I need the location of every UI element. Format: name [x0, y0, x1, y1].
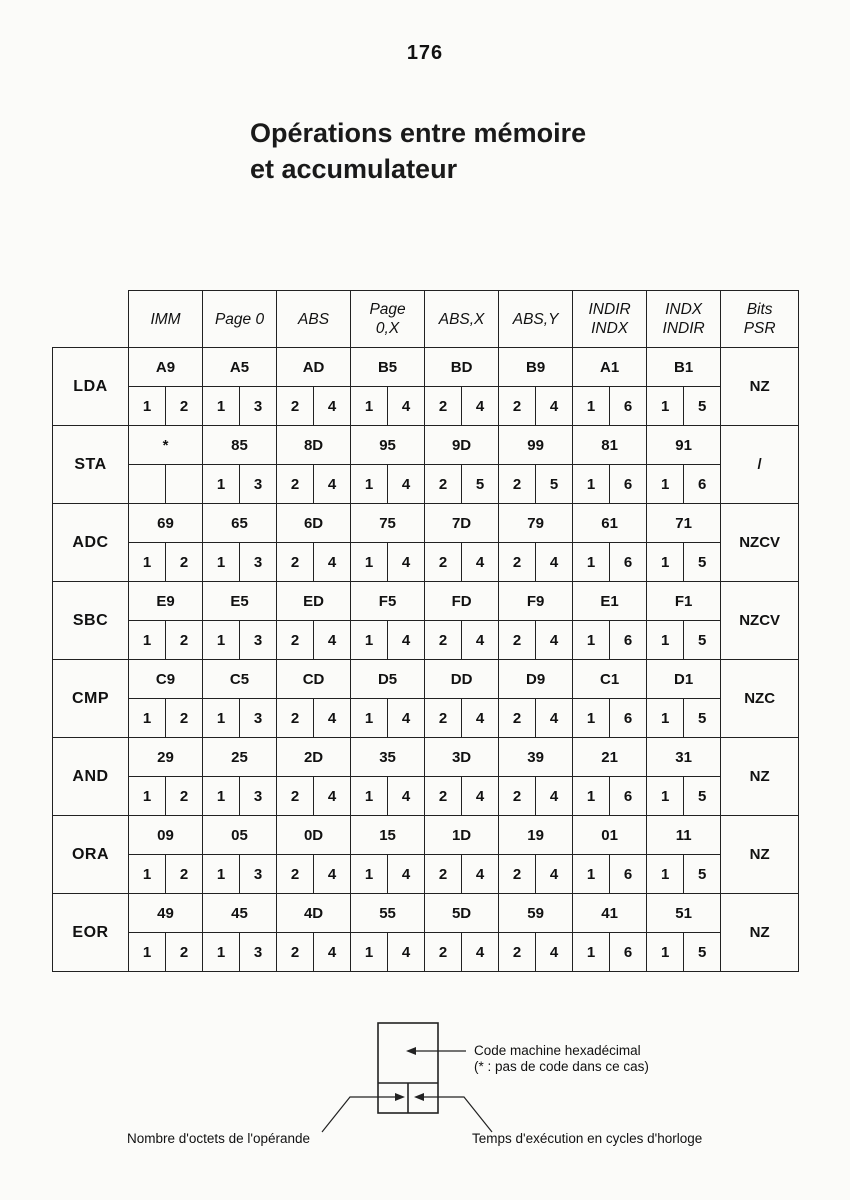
opcode-hex: 2D: [277, 738, 351, 777]
operand-bytes: 2: [425, 387, 462, 426]
operand-bytes: 1: [647, 543, 684, 582]
clock-cycles: 4: [536, 777, 573, 816]
operand-bytes: 1: [129, 777, 166, 816]
clock-cycles: 5: [684, 699, 721, 738]
opcode-hex: 79: [499, 504, 573, 543]
opcode-hex: 8D: [277, 426, 351, 465]
instruction-mnemonic: LDA: [53, 348, 129, 426]
operand-bytes: 2: [425, 465, 462, 504]
clock-cycles: 6: [610, 465, 647, 504]
operand-bytes: 1: [573, 777, 610, 816]
clock-cycles: 2: [166, 621, 203, 660]
operand-bytes: 2: [499, 543, 536, 582]
psr-bits: NZ: [721, 738, 799, 816]
clock-cycles: 4: [462, 855, 499, 894]
operand-bytes: 2: [277, 777, 314, 816]
operand-bytes: 2: [425, 699, 462, 738]
opcode-hex: DD: [425, 660, 499, 699]
opcode-hex: *: [129, 426, 203, 465]
operand-bytes: 1: [129, 699, 166, 738]
clock-cycles: 6: [610, 855, 647, 894]
opcode-hex: 81: [573, 426, 647, 465]
operand-bytes: 2: [277, 855, 314, 894]
operand-bytes: 2: [499, 777, 536, 816]
clock-cycles: 4: [314, 699, 351, 738]
operand-bytes: 2: [499, 699, 536, 738]
table-row: [53, 933, 799, 972]
opcode-hex: 11: [647, 816, 721, 855]
clock-cycles: 5: [684, 387, 721, 426]
opcode-hex: D9: [499, 660, 573, 699]
operand-bytes: 2: [499, 465, 536, 504]
clock-cycles: 6: [610, 777, 647, 816]
instruction-mnemonic: AND: [53, 738, 129, 816]
code-arrow-head: [406, 1047, 416, 1055]
table-row: [53, 348, 799, 387]
cycles-arrow-line: [420, 1097, 492, 1132]
clock-cycles: 4: [388, 933, 425, 972]
operand-bytes: 2: [277, 543, 314, 582]
column-header: Bits PSR: [721, 291, 799, 348]
opcode-hex: 65: [203, 504, 277, 543]
operand-bytes: 1: [573, 543, 610, 582]
operand-bytes: 2: [499, 621, 536, 660]
psr-bits: NZCV: [721, 504, 799, 582]
opcode-hex: 0D: [277, 816, 351, 855]
opcode-hex: 29: [129, 738, 203, 777]
opcode-hex: 3D: [425, 738, 499, 777]
bytes-arrow-head: [395, 1093, 405, 1101]
opcode-hex: BD: [425, 348, 499, 387]
operand-bytes: 1: [647, 621, 684, 660]
operand-bytes: 2: [277, 699, 314, 738]
operand-bytes: [129, 465, 166, 504]
operand-bytes: 1: [129, 621, 166, 660]
psr-bits: NZ: [721, 816, 799, 894]
clock-cycles: 4: [388, 855, 425, 894]
operand-bytes: 1: [647, 777, 684, 816]
opcode-hex: F1: [647, 582, 721, 621]
cycles-arrow-head: [414, 1093, 424, 1101]
clock-cycles: 5: [462, 465, 499, 504]
operand-bytes: 1: [129, 387, 166, 426]
clock-cycles: 3: [240, 543, 277, 582]
table-row: [53, 855, 799, 894]
operand-bytes: 1: [351, 387, 388, 426]
clock-cycles: 4: [388, 699, 425, 738]
opcode-hex: F5: [351, 582, 425, 621]
operand-bytes: 1: [203, 933, 240, 972]
legend: [0, 1010, 850, 1200]
instruction-mnemonic: CMP: [53, 660, 129, 738]
operand-bytes: 1: [647, 933, 684, 972]
opcode-hex: C1: [573, 660, 647, 699]
table-row: [53, 426, 799, 465]
opcode-hex: A9: [129, 348, 203, 387]
clock-cycles: 4: [536, 699, 573, 738]
operand-bytes: 2: [277, 621, 314, 660]
clock-cycles: 4: [388, 387, 425, 426]
clock-cycles: 4: [536, 933, 573, 972]
clock-cycles: 2: [166, 543, 203, 582]
clock-cycles: 4: [462, 387, 499, 426]
opcode-hex: 51: [647, 894, 721, 933]
operand-bytes: 1: [203, 543, 240, 582]
opcode-hex: C5: [203, 660, 277, 699]
opcode-hex: F9: [499, 582, 573, 621]
operand-bytes: 1: [573, 933, 610, 972]
operand-bytes: 1: [203, 387, 240, 426]
operand-bytes: 1: [647, 855, 684, 894]
header-row: [53, 291, 799, 348]
clock-cycles: 4: [314, 387, 351, 426]
table-row: [53, 894, 799, 933]
opcode-hex: FD: [425, 582, 499, 621]
opcode-table: [52, 290, 799, 972]
clock-cycles: 2: [166, 699, 203, 738]
operand-bytes: 1: [573, 699, 610, 738]
instruction-mnemonic: STA: [53, 426, 129, 504]
operand-bytes: 1: [351, 855, 388, 894]
clock-cycles: 5: [684, 933, 721, 972]
psr-bits: NZC: [721, 660, 799, 738]
clock-cycles: 3: [240, 621, 277, 660]
instruction-mnemonic: EOR: [53, 894, 129, 972]
table-row: [53, 465, 799, 504]
clock-cycles: 6: [610, 933, 647, 972]
opcode-hex: 45: [203, 894, 277, 933]
operand-bytes: 1: [203, 777, 240, 816]
clock-cycles: 3: [240, 933, 277, 972]
clock-cycles: 4: [388, 777, 425, 816]
legend-code-note: (* : pas de code dans ce cas): [474, 1059, 649, 1074]
clock-cycles: [166, 465, 203, 504]
table-row: [53, 660, 799, 699]
instruction-mnemonic: ADC: [53, 504, 129, 582]
operand-bytes: 2: [425, 933, 462, 972]
opcode-hex: AD: [277, 348, 351, 387]
opcode-hex: E9: [129, 582, 203, 621]
opcode-hex: D5: [351, 660, 425, 699]
operand-bytes: 1: [203, 465, 240, 504]
opcode-hex: CD: [277, 660, 351, 699]
operand-bytes: 2: [425, 855, 462, 894]
opcode-hex: E1: [573, 582, 647, 621]
page-number: 176: [406, 42, 444, 64]
opcode-hex: 19: [499, 816, 573, 855]
clock-cycles: 4: [536, 621, 573, 660]
column-header: ABS,Y: [499, 291, 573, 348]
psr-bits: NZ: [721, 894, 799, 972]
column-header: Page 0,X: [351, 291, 425, 348]
opcode-hex: 71: [647, 504, 721, 543]
legend-code-label: Code machine hexadécimal: [474, 1043, 641, 1058]
opcode-hex: A1: [573, 348, 647, 387]
operand-bytes: 2: [425, 621, 462, 660]
clock-cycles: 3: [240, 699, 277, 738]
operand-bytes: 1: [203, 621, 240, 660]
opcode-hex: 59: [499, 894, 573, 933]
operand-bytes: 1: [573, 465, 610, 504]
opcode-hex: B1: [647, 348, 721, 387]
clock-cycles: 4: [462, 621, 499, 660]
opcode-hex: 55: [351, 894, 425, 933]
clock-cycles: 4: [314, 465, 351, 504]
operand-bytes: 1: [129, 933, 166, 972]
clock-cycles: 4: [388, 543, 425, 582]
clock-cycles: 4: [314, 621, 351, 660]
clock-cycles: 5: [684, 621, 721, 660]
opcode-hex: 95: [351, 426, 425, 465]
opcode-hex: 9D: [425, 426, 499, 465]
clock-cycles: 6: [610, 543, 647, 582]
operand-bytes: 1: [647, 699, 684, 738]
opcode-hex: 49: [129, 894, 203, 933]
clock-cycles: 6: [610, 621, 647, 660]
bytes-arrow-line: [322, 1097, 399, 1132]
psr-bits: NZ: [721, 348, 799, 426]
clock-cycles: 2: [166, 387, 203, 426]
opcode-hex: 41: [573, 894, 647, 933]
clock-cycles: 3: [240, 387, 277, 426]
title-line-2: et accumulateur: [250, 154, 458, 184]
opcode-hex: 69: [129, 504, 203, 543]
clock-cycles: 5: [536, 465, 573, 504]
psr-bits: /: [721, 426, 799, 504]
operand-bytes: 1: [573, 855, 610, 894]
opcode-hex: 09: [129, 816, 203, 855]
opcode-hex: 91: [647, 426, 721, 465]
operand-bytes: 1: [351, 465, 388, 504]
opcode-hex: 05: [203, 816, 277, 855]
opcode-hex: C9: [129, 660, 203, 699]
opcode-hex: 01: [573, 816, 647, 855]
clock-cycles: 4: [462, 933, 499, 972]
clock-cycles: 5: [684, 543, 721, 582]
column-header: INDX INDIR: [647, 291, 721, 348]
clock-cycles: 4: [536, 387, 573, 426]
instruction-mnemonic: SBC: [53, 582, 129, 660]
clock-cycles: 3: [240, 777, 277, 816]
legend-cycles-label: Temps d'exécution en cycles d'horloge: [472, 1131, 703, 1146]
operand-bytes: 1: [573, 621, 610, 660]
clock-cycles: 4: [536, 855, 573, 894]
opcode-hex: D1: [647, 660, 721, 699]
clock-cycles: 3: [240, 855, 277, 894]
opcode-hex: 31: [647, 738, 721, 777]
operand-bytes: 1: [203, 855, 240, 894]
operand-bytes: 1: [351, 699, 388, 738]
opcode-hex: 21: [573, 738, 647, 777]
clock-cycles: 2: [166, 855, 203, 894]
column-header: ABS: [277, 291, 351, 348]
clock-cycles: 4: [388, 465, 425, 504]
opcode-hex: 1D: [425, 816, 499, 855]
opcode-hex: 25: [203, 738, 277, 777]
column-header: IMM: [129, 291, 203, 348]
opcode-hex: 61: [573, 504, 647, 543]
table-row: [53, 738, 799, 777]
clock-cycles: 2: [166, 933, 203, 972]
table-row: [53, 582, 799, 621]
operand-bytes: 2: [425, 543, 462, 582]
legend-bytes-label: Nombre d'octets de l'opérande: [127, 1131, 311, 1146]
opcode-hex: 15: [351, 816, 425, 855]
clock-cycles: 4: [314, 933, 351, 972]
clock-cycles: 5: [684, 855, 721, 894]
opcode-hex: 7D: [425, 504, 499, 543]
clock-cycles: 4: [536, 543, 573, 582]
operand-bytes: 2: [425, 777, 462, 816]
operand-bytes: 1: [351, 933, 388, 972]
column-header: ABS,X: [425, 291, 499, 348]
title-line-1: Opérations entre mémoire: [250, 118, 587, 148]
operand-bytes: 1: [573, 387, 610, 426]
opcode-hex: E5: [203, 582, 277, 621]
instruction-mnemonic: ORA: [53, 816, 129, 894]
operand-bytes: 1: [129, 543, 166, 582]
column-header: Page 0: [203, 291, 277, 348]
clock-cycles: 6: [684, 465, 721, 504]
clock-cycles: 2: [166, 777, 203, 816]
operand-bytes: 1: [647, 465, 684, 504]
opcode-hex: 6D: [277, 504, 351, 543]
opcode-hex: 99: [499, 426, 573, 465]
operand-bytes: 2: [499, 933, 536, 972]
table-row: [53, 504, 799, 543]
clock-cycles: 4: [462, 543, 499, 582]
opcode-hex: 39: [499, 738, 573, 777]
opcode-hex: 4D: [277, 894, 351, 933]
operand-bytes: 2: [277, 387, 314, 426]
opcode-hex: B9: [499, 348, 573, 387]
opcode-hex: 75: [351, 504, 425, 543]
clock-cycles: 4: [388, 621, 425, 660]
clock-cycles: 3: [240, 465, 277, 504]
operand-bytes: 1: [647, 387, 684, 426]
psr-bits: NZCV: [721, 582, 799, 660]
corner-cell: [53, 291, 129, 348]
opcode-hex: 35: [351, 738, 425, 777]
clock-cycles: 4: [314, 777, 351, 816]
page-title: [250, 115, 586, 187]
operand-bytes: 2: [277, 465, 314, 504]
legend-diagram: [0, 1010, 850, 1200]
clock-cycles: 6: [610, 387, 647, 426]
table-row: [53, 543, 799, 582]
clock-cycles: 5: [684, 777, 721, 816]
opcode-hex: 85: [203, 426, 277, 465]
clock-cycles: 4: [314, 855, 351, 894]
opcode-hex: B5: [351, 348, 425, 387]
operand-bytes: 2: [277, 933, 314, 972]
opcode-hex: A5: [203, 348, 277, 387]
opcode-hex: ED: [277, 582, 351, 621]
table-row: [53, 621, 799, 660]
clock-cycles: 4: [462, 777, 499, 816]
table-row: [53, 699, 799, 738]
operand-bytes: 1: [351, 621, 388, 660]
operand-bytes: 2: [499, 387, 536, 426]
table-row: [53, 387, 799, 426]
clock-cycles: 6: [610, 699, 647, 738]
operand-bytes: 1: [351, 777, 388, 816]
table-row: [53, 816, 799, 855]
clock-cycles: 4: [314, 543, 351, 582]
table-row: [53, 777, 799, 816]
clock-cycles: 4: [462, 699, 499, 738]
operand-bytes: 2: [499, 855, 536, 894]
operand-bytes: 1: [129, 855, 166, 894]
opcode-hex: 5D: [425, 894, 499, 933]
operand-bytes: 1: [203, 699, 240, 738]
column-header: INDIR INDX: [573, 291, 647, 348]
operand-bytes: 1: [351, 543, 388, 582]
